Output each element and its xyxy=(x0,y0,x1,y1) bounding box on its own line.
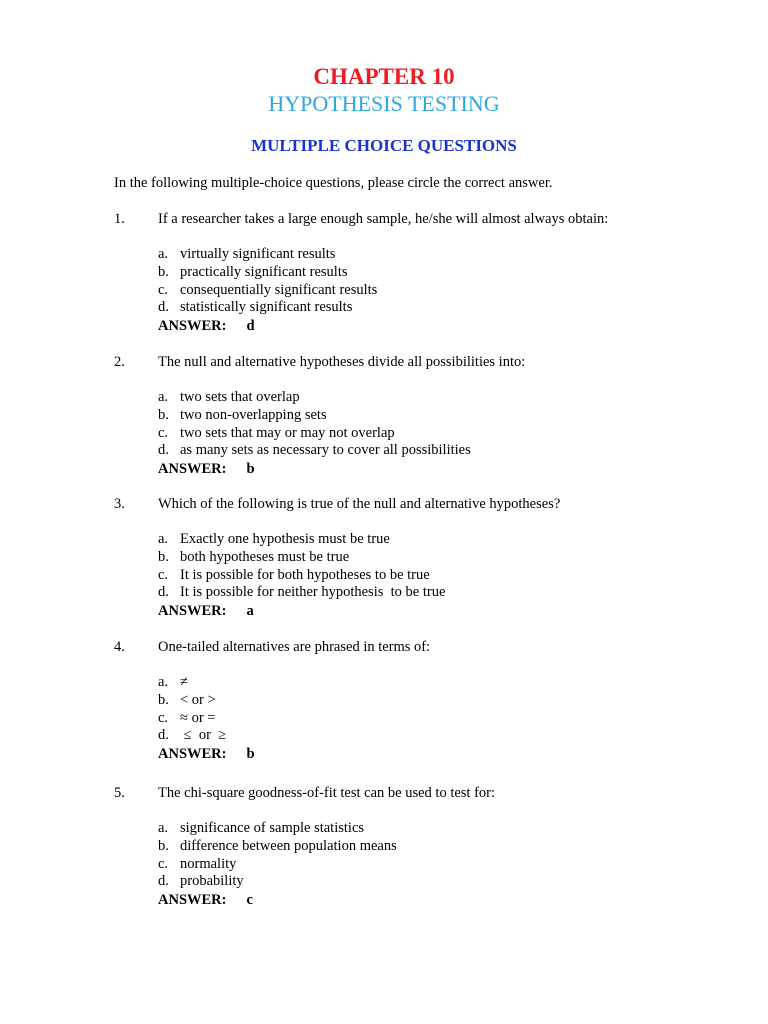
answer-line xyxy=(158,317,255,335)
option-letter: c. xyxy=(158,855,169,872)
options-list xyxy=(158,246,377,317)
option-letter: d. xyxy=(158,873,169,890)
option-text: ≤ or ≥ xyxy=(180,727,227,744)
option-d xyxy=(158,584,445,602)
option-letter: b. xyxy=(158,406,169,423)
option-d xyxy=(158,727,226,745)
answer-line xyxy=(158,891,253,909)
options-list xyxy=(158,820,397,891)
question-number: 3. xyxy=(114,496,125,512)
option-a xyxy=(158,674,226,692)
answer-value: a xyxy=(246,603,254,619)
option-text: two sets that may or may not overlap xyxy=(180,424,395,441)
option-letter: a. xyxy=(158,389,169,405)
option-a xyxy=(158,389,471,407)
option-text: Exactly one hypothesis must be true xyxy=(180,531,390,547)
instructions-text: In the following multiple-choice questions, please circle the correct answer. xyxy=(114,175,553,191)
question-number: 2. xyxy=(114,354,125,370)
option-a xyxy=(158,820,397,838)
option-text: ≠ xyxy=(180,674,188,690)
option-text: practically significant results xyxy=(180,263,348,280)
answer-label: ANSWER: xyxy=(158,603,227,619)
option-text: < or > xyxy=(180,691,216,708)
answer-line xyxy=(158,745,255,763)
answer-line xyxy=(158,602,254,620)
option-text: as many sets as necessary to cover all possibilities xyxy=(180,442,471,459)
option-text: two non-overlapping sets xyxy=(180,406,327,423)
answer-value: d xyxy=(246,318,255,334)
options-list xyxy=(158,674,226,745)
option-a xyxy=(158,531,445,549)
answer-value: b xyxy=(246,746,255,762)
option-letter: c. xyxy=(158,424,169,441)
option-letter: b. xyxy=(158,691,169,708)
option-c xyxy=(158,856,397,874)
option-b xyxy=(158,407,471,425)
option-text: It is possible for neither hypothesis to be true xyxy=(180,584,446,601)
option-b xyxy=(158,838,397,856)
option-text: two sets that overlap xyxy=(180,389,300,405)
answer-value: b xyxy=(246,461,255,477)
option-letter: a. xyxy=(158,674,169,690)
option-letter: a. xyxy=(158,820,169,836)
option-letter: d. xyxy=(158,727,169,744)
option-c xyxy=(158,710,226,728)
option-text: It is possible for both hypotheses to be true xyxy=(180,566,430,583)
option-text: virtually significant results xyxy=(180,246,336,262)
option-text: both hypotheses must be true xyxy=(180,548,350,565)
option-text: significance of sample statistics xyxy=(180,820,365,836)
option-a xyxy=(158,246,377,264)
option-text: consequentially significant results xyxy=(180,281,378,298)
question-text: Which of the following is true of the null and alternative hypotheses? xyxy=(158,496,561,512)
question-text: The chi-square goodness-of-fit test can be used to test for: xyxy=(158,785,496,801)
answer-value: c xyxy=(246,892,253,908)
option-letter: d. xyxy=(158,442,169,459)
chapter-title: CHAPTER 10 xyxy=(313,64,455,89)
answer-label: ANSWER: xyxy=(158,892,227,908)
option-text: ≈ or = xyxy=(180,709,216,726)
question-text: The null and alternative hypotheses divide all possibilities into: xyxy=(158,354,526,370)
option-d xyxy=(158,873,397,891)
option-text: probability xyxy=(180,873,244,890)
option-letter: c. xyxy=(158,281,169,298)
option-c xyxy=(158,425,471,443)
section-title: MULTIPLE CHOICE QUESTIONS xyxy=(251,136,517,155)
question-text: One-tailed alternatives are phrased in terms of: xyxy=(158,639,431,655)
option-d xyxy=(158,299,377,317)
option-letter: b. xyxy=(158,263,169,280)
options-list xyxy=(158,531,445,602)
option-letter: d. xyxy=(158,584,169,601)
option-letter: b. xyxy=(158,548,169,565)
option-text: statistically significant results xyxy=(180,299,353,316)
option-letter: a. xyxy=(158,531,169,547)
option-letter: c. xyxy=(158,566,169,583)
option-d xyxy=(158,442,471,460)
answer-label: ANSWER: xyxy=(158,746,227,762)
topic-title: HYPOTHESIS TESTING xyxy=(268,91,500,116)
option-c xyxy=(158,282,377,300)
option-letter: d. xyxy=(158,299,169,316)
answer-label: ANSWER: xyxy=(158,318,227,334)
answer-label: ANSWER: xyxy=(158,461,227,477)
option-b xyxy=(158,692,226,710)
option-letter: c. xyxy=(158,709,169,726)
option-letter: b. xyxy=(158,837,169,854)
answer-line xyxy=(158,460,255,478)
question-number: 1. xyxy=(114,211,125,227)
option-b xyxy=(158,264,377,282)
option-letter: a. xyxy=(158,246,169,262)
option-text: difference between population means xyxy=(180,837,397,854)
question-text: If a researcher takes a large enough sample, he/she will almost always obtain: xyxy=(158,211,609,227)
question-number: 4. xyxy=(114,639,125,655)
question-number: 5. xyxy=(114,785,125,801)
option-text: normality xyxy=(180,855,237,872)
options-list xyxy=(158,389,471,460)
option-c xyxy=(158,567,445,585)
option-b xyxy=(158,549,445,567)
